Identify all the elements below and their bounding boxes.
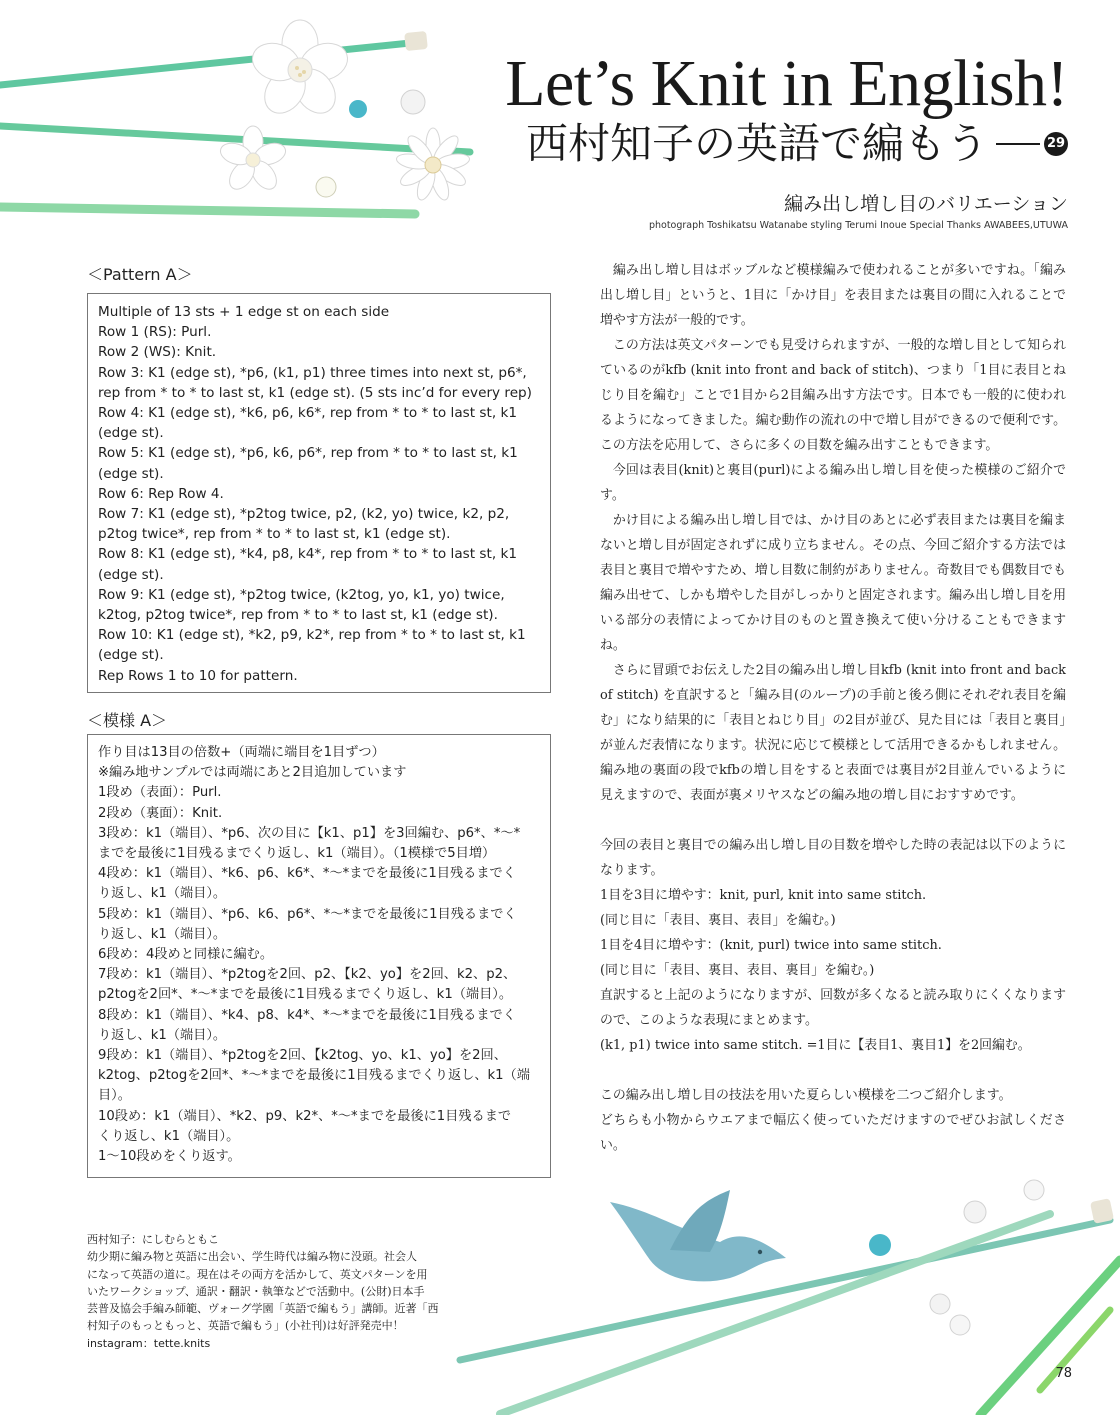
pattern-a-line: (edge st).	[98, 465, 164, 482]
pearl-bead	[930, 1294, 950, 1314]
photo-credits: photograph Toshikatsu Watanabe styling Terumi Inoue Special Thanks AWABEES,UTUWA	[648, 220, 1068, 231]
closing-line: どちらも小物からウエアまで幅広く使っていただけますのでぜひお試しください。	[600, 1113, 1066, 1153]
body-paragraph: かけ目による編み出し増し目では、かけ目のあとに必ず表目または裏目を編まないと増し目が固定されずに成り立ちません。その点、今回ご紹介する方法では表目と裏目で増やすため、増し目数に制約がありません。奇数目でも偶数目でも編み出せて、しかも増やした目がしっかりと固定されます。編み出し増し目を用いる部分の表情によってかけ目のものと置き換えて使い分けることもできますね。	[600, 513, 1066, 653]
pattern-a-jp-line: り返し、k1（端目）。	[98, 886, 227, 902]
pattern-a-jp-line: 5段め：k1（端目）、*p6、k6、p6*、*〜*までを最後に1目残るまでく	[98, 906, 517, 922]
notation-line: 直訳すると上記のようになりますが、回数が多くなると読み取りにくくなりますので、このような表現にまとめます。	[600, 988, 1066, 1028]
pattern-a-jp-line: り返し、k1（端目）。	[98, 926, 227, 942]
pattern-a-line: (edge st).	[98, 425, 164, 442]
issue-number-badge: 29	[1044, 132, 1068, 156]
pearl-bead	[401, 90, 425, 114]
title-dash	[996, 143, 1040, 145]
pattern-a-line: Row 2 (WS): Knit.	[98, 344, 217, 361]
body-paragraph: さらに冒頭でお伝えした2目の編み出し増し目kfb (knit into front and back of stitch) を直訳すると「編み目(のループ)の手前と後ろ側にそれぞれ表目を編む」になり結果的に「表目とねじり目」の2目が並び、見た目には「表目と裏目」が並んだ表情になります。状況に応じて模様として活用できるかもしれません。編み地の裏面の段でkfbの増し目をすると表面では裏目が2目並んでいるように見えますので、表面が裏メリヤスなどの編み地の増し目におすすめです。	[600, 663, 1066, 803]
pattern-a-jp-line: 目）。	[98, 1088, 131, 1104]
author-bio-line: 村知子のもっともっと、英語で編もう」(小社刊)は好評発売中！	[87, 1319, 404, 1333]
pattern-a-box	[87, 293, 551, 693]
top-decoration-needles-flowers	[0, 0, 520, 240]
pattern-a-line: (edge st).	[98, 647, 164, 664]
title-japanese-text: 西村知子の英語で編もう	[525, 119, 988, 168]
author-instagram: instagram：tette.knits	[87, 1336, 211, 1350]
closing-line: この編み出し増し目の技法を用いた夏らしい模様を二つご紹介します。	[600, 1088, 1012, 1103]
pattern-a-line: rep from * to * to last st, k1 (edge st). (5 sts inc’d for every rep)	[98, 384, 532, 401]
subtitle: 編み出し増し目のバリエーション	[784, 193, 1068, 215]
pattern-a-line: Row 5: K1 (edge st), *p6, k6, p6*, rep from * to * to last st, k1	[98, 445, 518, 462]
notation-line: (k1, p1) twice into same stitch. =1目に【表目1、裏目1】を2回編む。	[600, 1038, 1031, 1053]
pearl-bead	[964, 1201, 986, 1223]
pattern-a-jp-line: 8段め：k1（端目）、*k4、p8、k4*、*〜*までを最後に1目残るまでく	[98, 1007, 516, 1023]
knitting-needle-diagonal	[500, 1214, 1050, 1414]
pattern-a-jp-line: 1〜10段めをくり返す。	[98, 1149, 241, 1165]
pattern-a-line: Multiple of 13 sts + 1 edge st on each side	[98, 304, 390, 320]
pattern-a-jp-line: k2tog、p2togを2回*、*〜*までを最後に1目残るまでくり返し、k1（端	[98, 1068, 530, 1084]
pattern-a-jp-line: 3段め：k1（端目）、*p6、次の目に【k1、p1】を3回編む、p6*、*〜*	[98, 825, 521, 841]
author-bio-line: 芸普及協会手編み師範、ヴォーグ学園「英語で編もう」講師。近著「西	[87, 1302, 439, 1316]
pattern-a-jp-line: 1段め（表面）：Purl.	[98, 785, 222, 801]
blue-bird-brooch-icon	[610, 1190, 786, 1281]
pattern-a-heading: ＜Pattern A＞	[87, 265, 193, 284]
author-bio-line: 幼少期に編み物と英語に出会い、学生時代は編み物に没頭。社会人	[87, 1250, 417, 1264]
pattern-a-jp-line: 2段め（裏面）：Knit.	[98, 805, 223, 821]
author-bio	[87, 1231, 447, 1352]
pattern-a-line: (edge st).	[98, 566, 164, 583]
author-name: 西村知子：にしむらともこ	[87, 1233, 219, 1246]
pattern-a-jp-line: 作り目は13目の倍数+（両端に端目を1目ずつ）	[98, 745, 385, 760]
pattern-a-line: Row 4: K1 (edge st), *k6, p6, k6*, rep from * to * to last st, k1	[98, 405, 517, 422]
body-paragraph: この方法は英文パターンでも見受けられますが、一般的な増し目として知られているのがkfb (knit into front and back of stitch)、つまり「1目に表目とねじり目を編む」ことで1目から2目編み出す方法です。日本でも一般的に使われるようになってきました。編む動作の流れの中で増し目ができるので便利です。この方法を応用して、さらに多くの目数を編み出すこともできます。	[600, 338, 1066, 453]
white-flower-large	[248, 20, 353, 121]
page-number: 78	[1055, 1366, 1072, 1381]
author-bio-line: いたワークショップ、通訳・翻訳・執筆などで活動中。(公財)日本手	[87, 1284, 425, 1298]
notation-examples	[600, 833, 1066, 1158]
knitting-needle-top	[0, 31, 428, 85]
title-japanese	[526, 116, 1068, 172]
bottom-decoration-bird-needles	[420, 1170, 1120, 1415]
pattern-a-jp-line: 7段め：k1（端目）、*p2togを2回、p2、【k2、yo】を2回、k2、p2、	[98, 967, 517, 983]
notation-line: 1目を3目に増やす：knit, purl, knit into same stitch.	[600, 888, 927, 903]
pattern-a-jp-line: り返し、k1（端目）。	[98, 1027, 227, 1043]
knitting-needle-green-short	[1040, 1310, 1110, 1390]
pattern-a-jp-line: 10段め：k1（端目）、*k2、p9、k2*、*〜*までを最後に1目残るまで	[98, 1108, 512, 1124]
pattern-a-line: Row 3: K1 (edge st), *p6, (k1, p1) three times into next st, p6*,	[98, 364, 527, 381]
pattern-a-line: Row 8: K1 (edge st), *k4, p8, k4*, rep from * to * to last st, k1	[98, 546, 517, 563]
pattern-a-jp-line: くり返し、k1（端目）。	[98, 1128, 240, 1144]
pattern-a-line: Row 1 (RS): Purl.	[98, 324, 212, 341]
knitting-needle-steep	[980, 1260, 1120, 1415]
white-daisy-flower	[395, 128, 470, 202]
pattern-a-line: Row 7: K1 (edge st), *p2tog twice, p2, (k2, yo) twice, k2, p2,	[98, 506, 510, 523]
notation-line: 今回の表目と裏目での編み出し増し目の目数を増やした時の表記は以下のようになります。	[600, 838, 1066, 878]
pattern-a-jp-line: 4段め：k1（端目）、*k6、p6、k6*、*〜*までを最後に1目残るまでく	[98, 866, 516, 882]
pattern-a-jp-line: 6段め：4段めと同様に編む。	[98, 947, 274, 963]
teal-bead	[349, 100, 367, 118]
pattern-a-jp-heading: ＜模様 A＞	[87, 711, 168, 730]
pattern-a-line: p2tog twice*, rep from * to * to last st, k1 (edge st).	[98, 526, 451, 543]
clear-bead	[316, 177, 336, 197]
pattern-a-line: Row 10: K1 (edge st), *k2, p9, k2*, rep from * to * to last st, k1	[98, 627, 526, 644]
pattern-a-jp-line: p2togを2回*、*〜*までを最後に1目残るまでくり返し、k1（端目）。	[98, 987, 513, 1003]
body-paragraph: 今回は表目(knit)と裏目(purl)による編み出し増し目を使った模様のご紹介です。	[600, 463, 1066, 503]
author-bio-line: になって英語の道に。現在はその両方を活かして、英文パターンを用	[87, 1267, 428, 1281]
pattern-a-jp-line: までを最後に1目残るまでくり返し、k1（端目）。（1模様で5目増）	[98, 846, 496, 862]
knitting-needle-bottom	[0, 207, 415, 214]
pattern-a-line: Row 9: K1 (edge st), *p2tog twice, (k2tog, yo, k1, yo) twice,	[98, 586, 505, 603]
pearl-bead	[950, 1315, 970, 1335]
teal-bead	[869, 1234, 891, 1256]
pattern-a-jp-box	[87, 734, 551, 1178]
pattern-a-jp-line: ※編み地サンプルでは両端にあと2目追加しています	[98, 765, 407, 781]
pattern-a-line: k2tog, p2tog twice*, rep from * to * to last st, k1 (edge st).	[98, 607, 498, 624]
title-english: Let’s Knit in English!	[505, 47, 1068, 120]
pearl-bead	[1024, 1180, 1044, 1200]
pattern-a-jp-line: 9段め：k1（端目）、*p2togを2回、【k2tog、yo、k1、yo】を2回、	[98, 1048, 507, 1064]
notation-line: 1目を4目に増やす：(knit, purl) twice into same stitch.	[600, 938, 942, 953]
pattern-a-line: Row 6: Rep Row 4.	[98, 485, 224, 502]
body-paragraph: 編み出し増し目はボッブルなど模様編みで使われることが多いですね。「編み出し増し目」というと、1目に「かけ目」を表目または裏目の間に入れることで増やす方法が一般的です。	[600, 263, 1066, 328]
pattern-a-line: Rep Rows 1 to 10 for pattern.	[98, 667, 298, 684]
notation-line: (同じ目に「表目、裏目、表目、裏目」を編む。)	[600, 963, 875, 978]
notation-line: (同じ目に「表目、裏目、表目」を編む。)	[600, 913, 836, 928]
article-body	[600, 258, 1066, 1158]
